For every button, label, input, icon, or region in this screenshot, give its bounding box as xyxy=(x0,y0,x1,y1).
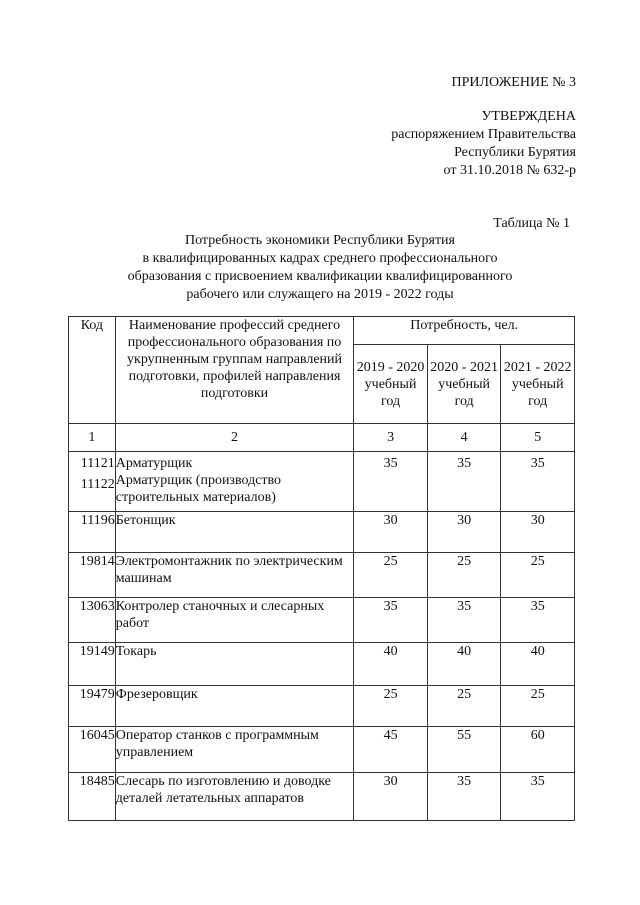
table-row xyxy=(69,643,575,686)
column-number: 2 xyxy=(115,424,354,452)
row-profession: Оператор станков с программным управлением xyxy=(115,727,354,773)
demand-2020-2021: 35 xyxy=(427,598,501,643)
column-number: 1 xyxy=(69,424,116,452)
demand-2019-2020: 35 xyxy=(354,598,428,643)
table-row xyxy=(69,452,575,512)
row-profession: Электромонтажник по электрическим машинам xyxy=(115,553,354,598)
row-profession: Бетонщик xyxy=(115,512,354,553)
demand-2019-2020: 30 xyxy=(354,512,428,553)
row-code: 13063 xyxy=(69,598,116,643)
table-row xyxy=(69,727,575,773)
demand-table xyxy=(68,316,575,821)
column-number: 5 xyxy=(501,424,575,452)
demand-2019-2020: 35 xyxy=(354,452,428,512)
demand-2020-2021: 25 xyxy=(427,553,501,598)
approval-line-1: распоряжением Правительства xyxy=(391,127,576,142)
annex-label: ПРИЛОЖЕНИЕ № 3 xyxy=(451,75,576,90)
row-profession: Токарь xyxy=(115,643,354,686)
row-profession: Слесарь по изготовлению и доводке деталей летательных аппаратов xyxy=(115,773,354,821)
demand-2021-2022: 35 xyxy=(501,598,575,643)
demand-2021-2022: 35 xyxy=(501,452,575,512)
row-profession: Контролер станочных и слесарных работ xyxy=(115,598,354,643)
title-line-2: в квалифицированных кадрах среднего профессионального xyxy=(142,251,498,266)
table-row xyxy=(69,686,575,727)
header-demand: Потребность, чел. xyxy=(354,317,575,345)
header-year-3: 2021 - 2022 учебный год xyxy=(501,345,575,424)
demand-2021-2022: 40 xyxy=(501,643,575,686)
demand-2020-2021: 25 xyxy=(427,686,501,727)
row-profession: Фрезеровщик xyxy=(115,686,354,727)
demand-2019-2020: 25 xyxy=(354,686,428,727)
demand-2019-2020: 40 xyxy=(354,643,428,686)
row-code: 18485 xyxy=(69,773,116,821)
demand-2020-2021: 55 xyxy=(427,727,501,773)
row-code xyxy=(69,452,116,512)
approved-label: УТВЕРЖДЕНА xyxy=(481,109,576,124)
demand-2021-2022: 25 xyxy=(501,686,575,727)
demand-2021-2022: 60 xyxy=(501,727,575,773)
header-code: Код xyxy=(69,317,116,424)
header-year-1: 2019 - 2020 учебный год xyxy=(354,345,428,424)
row-profession xyxy=(115,452,354,512)
row-code: 11196 xyxy=(69,512,116,553)
approval-block xyxy=(391,74,576,180)
demand-2021-2022: 25 xyxy=(501,553,575,598)
demand-2019-2020: 25 xyxy=(354,553,428,598)
demand-2020-2021: 40 xyxy=(427,643,501,686)
code-primary: 11121 xyxy=(80,456,115,471)
profession-secondary: Арматурщик (производство строительных материалов) xyxy=(115,473,282,505)
row-code: 16045 xyxy=(69,727,116,773)
demand-2020-2021: 35 xyxy=(427,452,501,512)
table-row xyxy=(69,773,575,821)
title-line-4: рабочего или служащего на 2019 - 2022 годы xyxy=(186,287,454,302)
demand-2021-2022: 35 xyxy=(501,773,575,821)
row-code: 19149 xyxy=(69,643,116,686)
column-number: 4 xyxy=(427,424,501,452)
table-row xyxy=(69,512,575,553)
header-year-2: 2020 - 2021 учебный год xyxy=(427,345,501,424)
table-number: Таблица № 1 xyxy=(493,216,570,231)
header-profession: Наименование профессий среднего профессионального образования по укрупненным группам направлений подготовки, профилей направления подготовки xyxy=(115,317,354,424)
row-code: 19814 xyxy=(69,553,116,598)
demand-2019-2020: 45 xyxy=(354,727,428,773)
demand-2019-2020: 30 xyxy=(354,773,428,821)
demand-2020-2021: 30 xyxy=(427,512,501,553)
approval-line-2: Республики Бурятия xyxy=(454,145,576,160)
column-number: 3 xyxy=(354,424,428,452)
demand-2021-2022: 30 xyxy=(501,512,575,553)
code-secondary: 11122 xyxy=(80,477,115,492)
approval-line-3: от 31.10.2018 № 632-р xyxy=(443,163,576,178)
table-row xyxy=(69,598,575,643)
row-code: 19479 xyxy=(69,686,116,727)
title-line-3: образования с присвоением квалификации квалифицированного xyxy=(127,269,513,284)
title-line-1: Потребность экономики Республики Бурятия xyxy=(185,233,455,248)
demand-2020-2021: 35 xyxy=(427,773,501,821)
table-row xyxy=(69,553,575,598)
document-title xyxy=(100,232,540,304)
profession-primary: Арматурщик xyxy=(115,456,193,471)
